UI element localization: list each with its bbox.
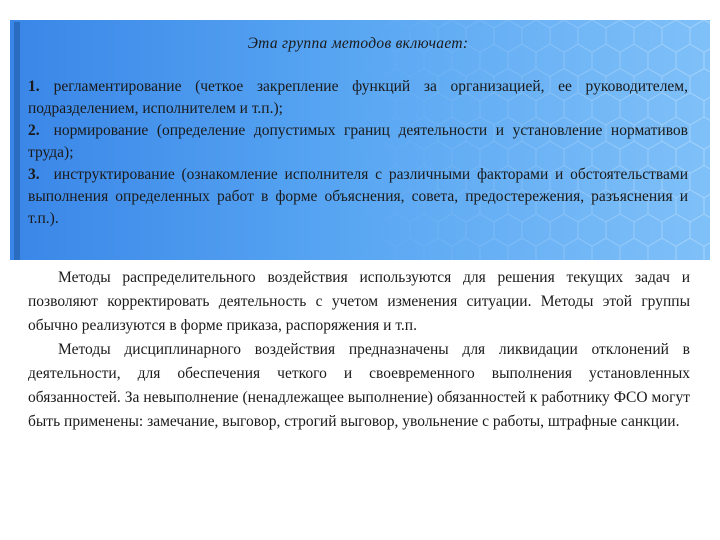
body-text-section — [28, 266, 690, 434]
left-accent-bar — [14, 22, 20, 260]
list-item-number: 3. — [28, 166, 40, 183]
list-item — [28, 76, 688, 120]
paragraph-disciplinary-methods: Методы дисциплинарного воздействия предназначены для ликвидации отклонений в деятельности, для обеспечения четкого и своевременного выполнения установленных обязанностей. За невыполнение (ненадлежащее выполнение) обязанностей к работнику ФСО могут быть применены: замечание, выговор, строгий выговор, увольнение с работы, штрафные санкции. — [28, 341, 690, 430]
list-item-number: 1. — [28, 78, 40, 95]
list-item-text: инструктирование (ознакомление исполнителя с различными факторами и обстоятельствами выполнения определенных работ в форме объяснения, совета, предостережения, разъяснения и т.п.). — [28, 166, 688, 227]
list-item — [28, 164, 688, 230]
list-item-number: 2. — [28, 122, 40, 139]
paragraph-distributive-methods: Методы распределительного воздействия используются для решения текущих задач и позволяют корректировать деятельность с учетом изменения ситуации. Методы этой группы обычно реализуются в форме приказа, распоряжения и т.п. — [28, 269, 690, 334]
list-item — [28, 120, 688, 164]
methods-list-section — [28, 20, 688, 230]
section-heading: Эта группа методов включает: — [247, 35, 469, 52]
list-item-text: нормирование (определение допустимых границ деятельности и установление нормативов труда); — [28, 122, 688, 161]
list-item-text: регламентирование (четкое закрепление функций за организацией, ее руководителем, подразделением, исполнителем и т.п.); — [28, 78, 688, 117]
